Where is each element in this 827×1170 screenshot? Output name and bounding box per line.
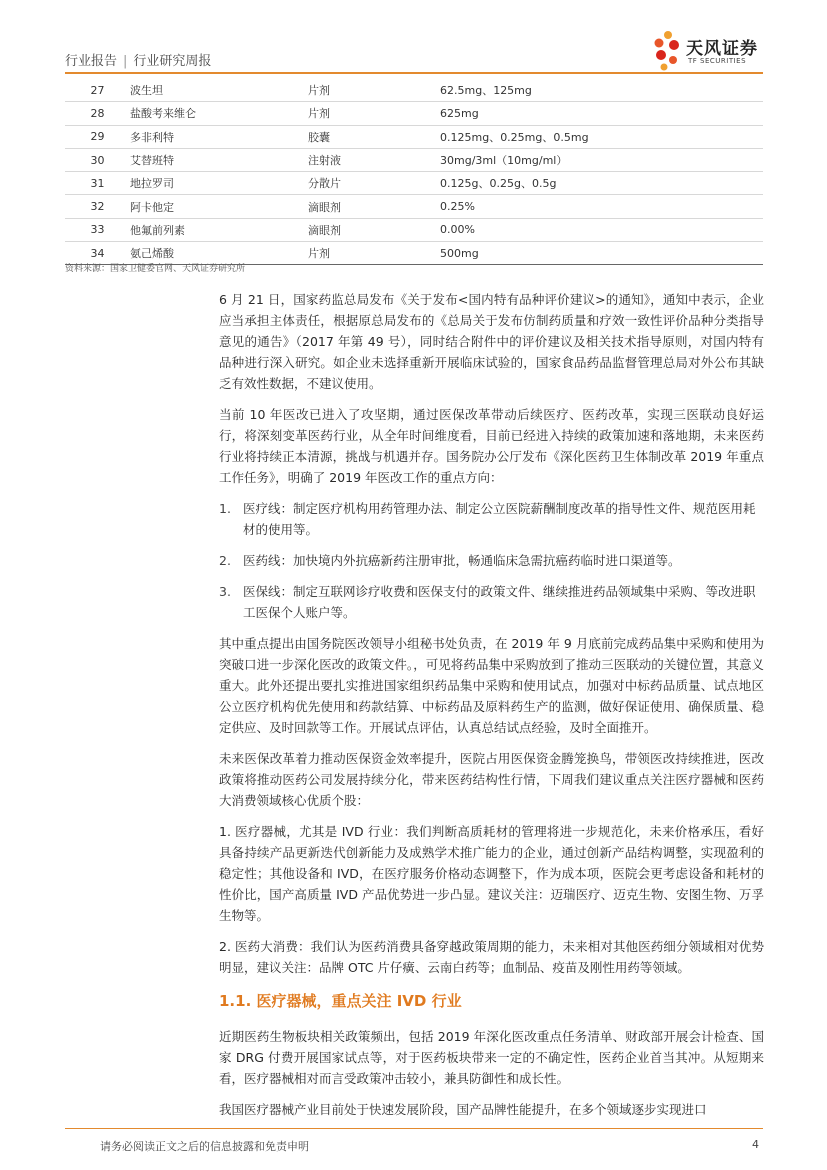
list-number: 2. bbox=[219, 553, 231, 568]
cell-number: 34 bbox=[65, 242, 130, 265]
paragraph-medical-devices: 1. 医疗器械，尤其是 IVD 行业：我们判断高质耗材的管理将进一步规范化，未来价格承压，看好具备持续产品更新迭代创新能力及成熟学术推广能力的企业，通过创新产品结构调整，实现盈利的稳定性；其他设备和 IVD，在医疗服务价格动态调整下，作为成本项，医院会更考虑设备和耗材的性价比，国产高质量 IVD 产品优势进一步凸显。建议关注：迈瑞医疗、迈克生物、安图生物、万孚生物等。 bbox=[219, 824, 764, 923]
list-item bbox=[219, 498, 764, 540]
cell-dosage-form: 片剂 bbox=[308, 79, 440, 102]
footer-divider bbox=[65, 1128, 763, 1129]
cell-number: 29 bbox=[65, 125, 130, 148]
cell-number: 33 bbox=[65, 218, 130, 241]
cell-dosage-form: 片剂 bbox=[308, 242, 440, 265]
table-row bbox=[65, 172, 763, 195]
paragraph-outlook: 未来医保改革着力推动医保资金效率提升，医院占用医保资金腾笼换鸟，带领医改持续推进，医改政策将推动医药公司发展持续分化，带来医药结构性行情，下周我们建议重点关注医疗器械和医药大消费领域核心优质个股： bbox=[219, 751, 764, 808]
cell-dosage-form: 片剂 bbox=[308, 102, 440, 125]
cell-specification: 0.00% bbox=[440, 218, 763, 241]
paragraph-industry-stage: 我国医疗器械产业目前处于快速发展阶段，国产品牌性能提升，在多个领域逐步实现进口 bbox=[219, 1102, 707, 1117]
cell-number: 31 bbox=[65, 172, 130, 195]
cell-drug-name: 阿卡他定 bbox=[130, 195, 308, 218]
header-divider bbox=[65, 72, 763, 74]
drug-table-body bbox=[65, 79, 763, 265]
list-text: 医保线：制定互联网诊疗收费和医保支付的政策文件、继续推进药品领域集中采购、等改进职工医保个人账户等。 bbox=[243, 584, 756, 620]
list-text: 医疗线：制定医疗机构用药管理办法、制定公立医院薪酬制度改革的指导性文件、规范医用耗材的使用等。 bbox=[243, 501, 756, 537]
main-content bbox=[219, 289, 764, 1130]
table-row bbox=[65, 195, 763, 218]
cell-dosage-form: 滴眼剂 bbox=[308, 195, 440, 218]
list-text: 医药线：加快境内外抗癌新药注册审批，畅通临床急需抗癌药临时进口渠道等。 bbox=[243, 553, 681, 568]
report-type: 行业报告 bbox=[65, 54, 118, 69]
page-number: 4 bbox=[752, 1138, 759, 1151]
cell-specification: 0.25% bbox=[440, 195, 763, 218]
table-row bbox=[65, 125, 763, 148]
list-item bbox=[219, 581, 764, 623]
header-separator: | bbox=[123, 54, 128, 69]
paragraph-policy-notice: 6 月 21 日，国家药监总局发布《关于发布<国内特有品种评价建议>的通知》，通知中表示，企业应当承担主体责任，根据原总局发布的《总局关于发布仿制药质量和疗效一致性评价品种分类指导意见的通告》（2017 年第 49 号），同时结合附件中的评价建议及相关技术指导原则，对国内特有品种进行深入研究。如企业未选择重新开展临床试验的，国家食品药品监督管理总局对外公布其缺乏有效性数据，不建议使用。 bbox=[219, 292, 764, 391]
table-row bbox=[65, 148, 763, 171]
cell-drug-name: 他氟前列素 bbox=[130, 218, 308, 241]
paragraph-policy-impact: 近期医药生物板块相关政策频出，包括 2019 年深化医改重点任务清单、财政部开展会计检查、国家 DRG 付费开展国家试点等，对于医药板块带来一定的不确定性，医药企业首当其冲。从短期来看，医疗器械相对而言受政策冲击较小，兼具防御性和成长性。 bbox=[219, 1029, 764, 1086]
cell-specification: 500mg bbox=[440, 242, 763, 265]
drug-table bbox=[65, 79, 763, 265]
list-number: 3. bbox=[219, 584, 231, 599]
table-source: 资料来源：国家卫健委官网、天风证券研究所 bbox=[65, 264, 246, 274]
cell-drug-name: 地拉罗司 bbox=[130, 172, 308, 195]
cell-number: 30 bbox=[65, 148, 130, 171]
paragraph-consumer-health: 2. 医药大消费：我们认为医药消费具备穿越政策周期的能力，未来相对其他医药细分领域相对优势明显，建议关注：品牌 OTC 片仔癀、云南白药等；血制品、疫苗及刚性用药等领域。 bbox=[219, 939, 764, 975]
cell-specification: 62.5mg、125mg bbox=[440, 79, 763, 102]
cell-specification: 30mg/3ml（10mg/ml） bbox=[440, 148, 763, 171]
list-number: 1. bbox=[219, 501, 231, 516]
table-row bbox=[65, 102, 763, 125]
table-row bbox=[65, 218, 763, 241]
cell-specification: 0.125g、0.25g、0.5g bbox=[440, 172, 763, 195]
cell-number: 28 bbox=[65, 102, 130, 125]
section-title bbox=[219, 988, 764, 1014]
cell-specification: 625mg bbox=[440, 102, 763, 125]
footer-disclaimer: 请务必阅读正文之后的信息披露和免责申明 bbox=[100, 1140, 309, 1153]
cell-drug-name: 盐酸考来维仑 bbox=[130, 102, 308, 125]
cell-dosage-form: 注射液 bbox=[308, 148, 440, 171]
cell-number: 27 bbox=[65, 79, 130, 102]
cell-dosage-form: 分散片 bbox=[308, 172, 440, 195]
cell-drug-name: 波生坦 bbox=[130, 79, 308, 102]
list-item bbox=[219, 550, 764, 571]
paragraph-reform-stage: 当前 10 年医改已进入了攻坚期，通过医保改革带动后续医疗、医药改革，实现三医联动良好运行，将深刻变革医药行业，从全年时间维度看，目前已经进入持续的政策加速和落地期，未来医药行业将持续正本清源，挑战与机遇并存。国务院办公厅发布《深化医药卫生体制改革 2019 年重点工作任务》，明确了 2019 年医改工作的重点方向： bbox=[219, 407, 764, 485]
report-header bbox=[65, 50, 211, 69]
cell-drug-name: 艾替班特 bbox=[130, 148, 308, 171]
cell-number: 32 bbox=[65, 195, 130, 218]
cell-dosage-form: 滴眼剂 bbox=[308, 218, 440, 241]
section-title-text: 1.1. 医疗器械，重点关注 IVD 行业 bbox=[219, 991, 462, 1010]
cell-drug-name: 多非利特 bbox=[130, 125, 308, 148]
logo-name: 天风证券 bbox=[686, 39, 758, 59]
cell-specification: 0.125mg、0.25mg、0.5mg bbox=[440, 125, 763, 148]
paragraph-procurement: 其中重点提出由国务院医改领导小组秘书处负责，在 2019 年 9 月底前完成药品集中采购和使用为突破口进一步深化医改的政策文件。，可见将药品集中采购放到了推动三医联动的关键位置，其意义重大。此外还提出要扎实推进国家组织药品集中采购和使用试点，加强对中标药品质量、试点地区公立医疗机构优先使用和药款结算、中标药品及原料药生产的监测，做好保证使用、确保质量、稳定供应、及时回款等工作。开展试点评估，认真总结试点经验，及时全面推开。 bbox=[219, 636, 764, 735]
cell-drug-name: 氨己烯酸 bbox=[130, 242, 308, 265]
report-subtype: 行业研究周报 bbox=[133, 54, 212, 69]
logo-subtitle: TF SECURITIES bbox=[688, 57, 747, 65]
logo-mark-icon bbox=[652, 30, 684, 72]
company-logo bbox=[652, 28, 772, 74]
table-row bbox=[65, 79, 763, 102]
cell-dosage-form: 胶囊 bbox=[308, 125, 440, 148]
